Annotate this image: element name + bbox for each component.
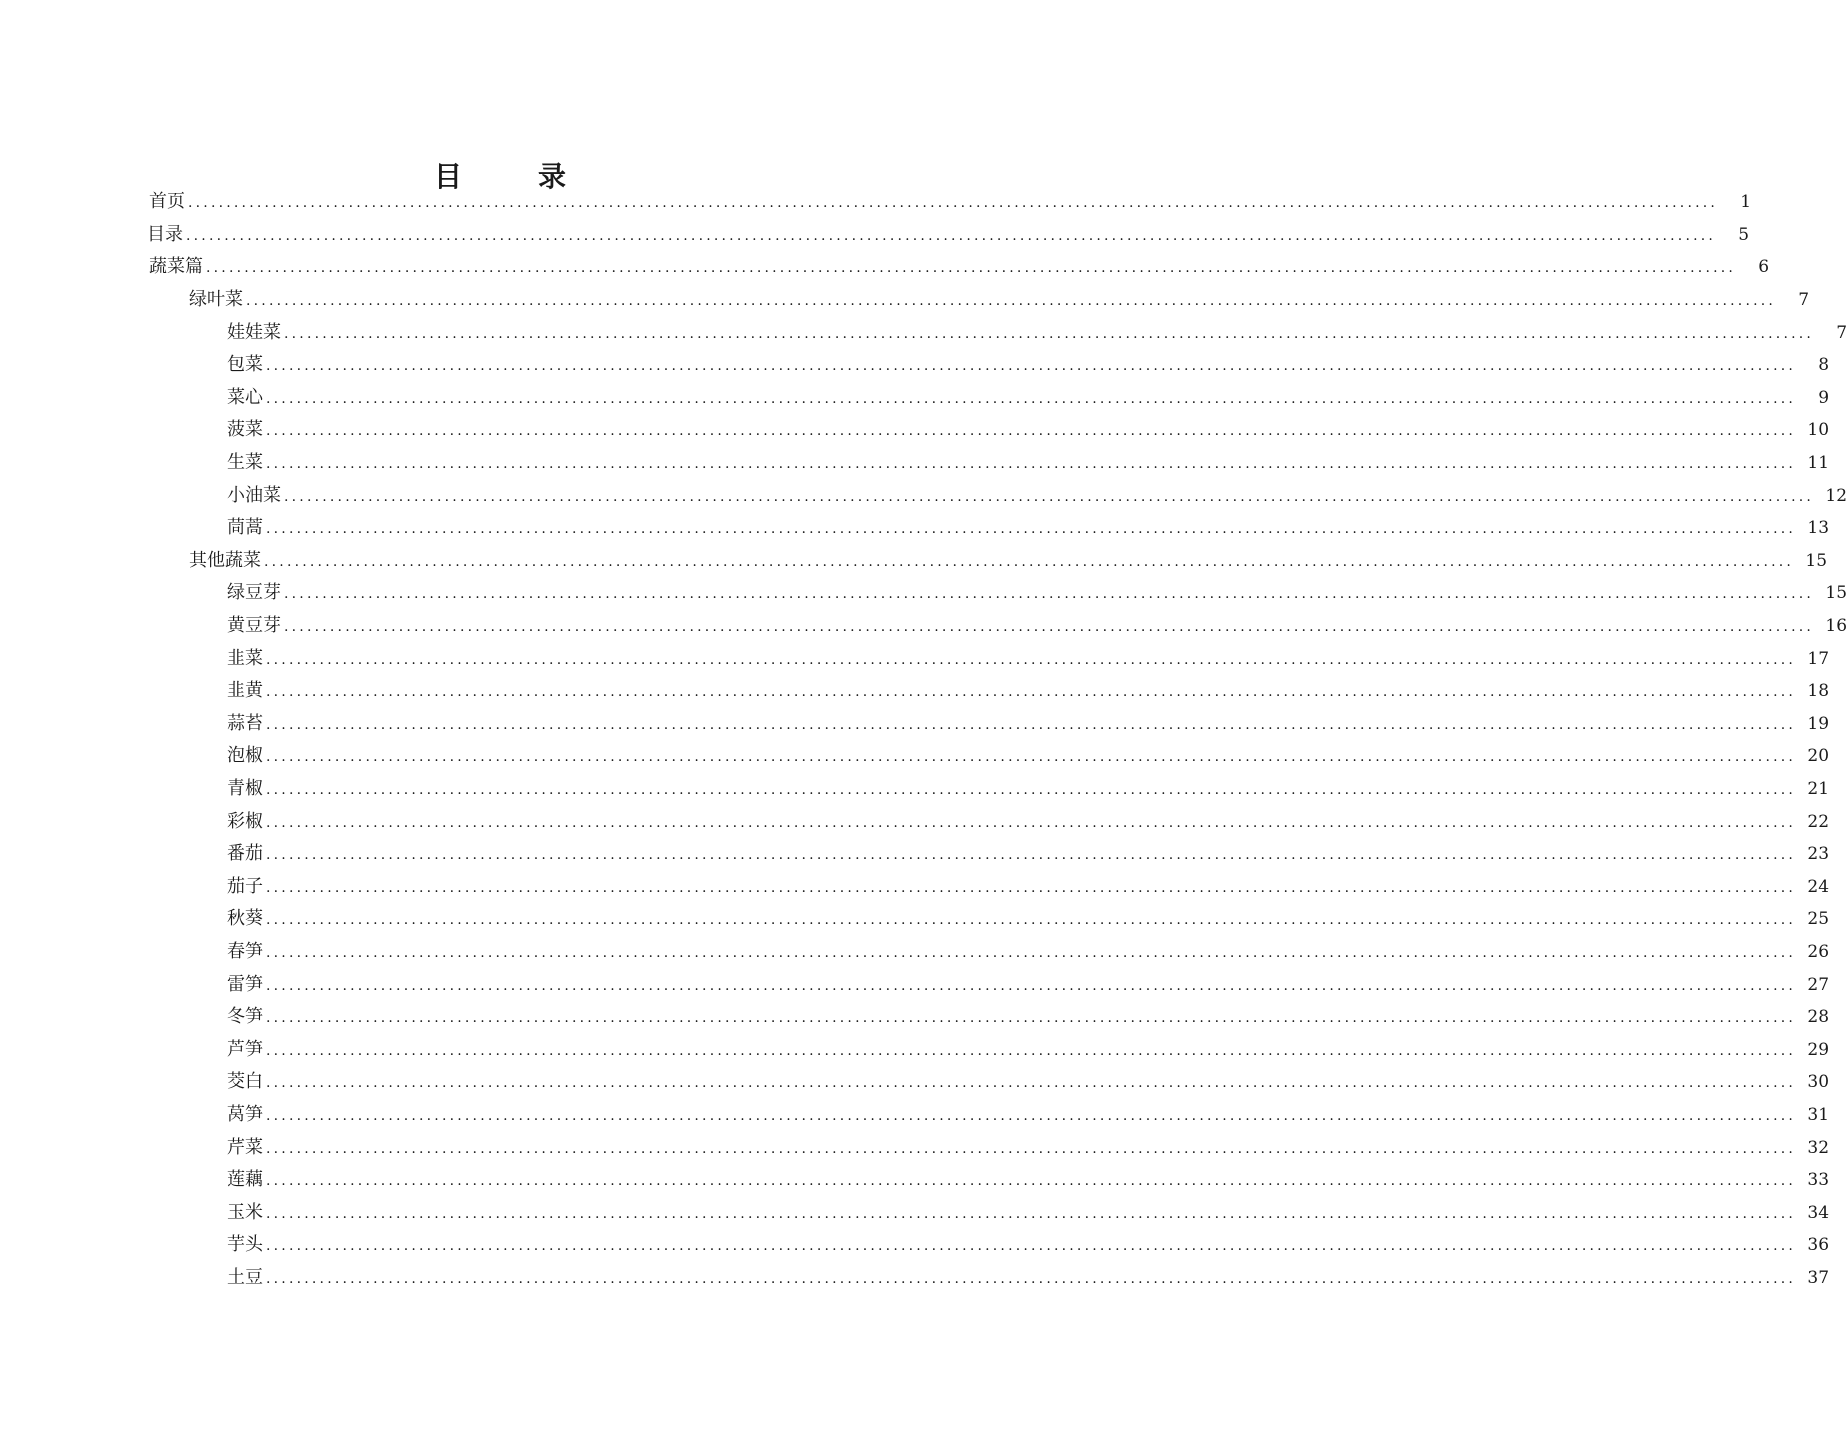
toc-entry-label: 目录 [147,223,183,245]
toc-entry-label: 雷笋 [227,973,263,995]
toc-entry[interactable] [0,903,1830,936]
toc-entry-label: 菠菜 [227,419,263,441]
toc-entry-label: 首页 [149,191,185,213]
toc-entry-page-number: 10 [1807,420,1830,441]
toc-entry[interactable] [0,773,1830,806]
toc-dot-leader: ........................................................................................................................................................................................................ [266,1205,1797,1222]
toc-entry[interactable] [0,1164,1830,1197]
toc-entry-page-number: 7 [1836,322,1847,343]
toc-entry[interactable] [0,1196,1830,1229]
toc-entry[interactable] [0,708,1830,741]
toc-entry-page-number: 6 [1758,257,1770,278]
toc-entry-page-number: 17 [1807,648,1830,669]
toc-entry-label: 韭菜 [227,647,263,669]
toc-entry[interactable] [0,1131,1830,1164]
toc-entry-page-number: 1 [1740,192,1752,213]
toc-entry-label: 冬笋 [227,1006,263,1028]
toc-entry[interactable] [0,870,1830,903]
page-title: 目 录 [433,159,590,193]
toc-entry[interactable] [0,545,1828,578]
toc-entry-page-number: 30 [1807,1072,1830,1093]
toc-entry[interactable] [0,414,1830,447]
toc-entry-label: 娃娃菜 [227,321,281,343]
toc-dot-leader: ........................................................................................................................................................................................................ [266,390,1797,407]
toc-dot-leader: ........................................................................................................................................................................................................ [266,781,1797,798]
toc-entry[interactable] [0,1001,1830,1034]
toc-dot-leader: ........................................................................................................................................................................................................ [284,488,1815,505]
toc-entry[interactable] [0,675,1830,708]
toc-dot-leader: ........................................................................................................................................................................................................ [206,260,1737,277]
toc-entry-label: 蒜苔 [227,712,263,734]
toc-dot-leader: ........................................................................................................................................................................................................ [266,814,1797,831]
toc-entry-label: 蔬菜篇 [149,256,203,278]
toc-entry[interactable] [0,936,1830,969]
toc-entry-page-number: 22 [1807,811,1830,832]
toc-dot-leader: ........................................................................................................................................................................................................ [266,1042,1797,1059]
toc-entry-page-number: 28 [1807,1007,1830,1028]
toc-entry-label: 芦笋 [227,1038,263,1060]
toc-dot-leader: ........................................................................................................................................................................................................ [284,325,1815,342]
toc-entry-page-number: 26 [1807,941,1830,962]
toc-entry-label: 黄豆芽 [227,615,281,637]
toc-entry-label: 小油菜 [227,484,281,506]
toc-entry[interactable] [0,349,1830,382]
toc-entry-page-number: 25 [1807,909,1830,930]
toc-entry-page-number: 15 [1825,583,1847,604]
toc-entry-label: 莲藕 [227,1169,263,1191]
toc-entry-label: 莴笋 [227,1103,263,1125]
toc-entry-label: 包菜 [227,354,263,376]
toc-dot-leader: ........................................................................................................................................................................................................ [266,1270,1797,1287]
toc-dot-leader: ........................................................................................................................................................................................................ [266,684,1797,701]
toc-dot-leader: ........................................................................................................................................................................................................ [266,1107,1797,1124]
toc-entry-label: 茼蒿 [227,517,263,539]
toc-entry-page-number: 37 [1807,1267,1830,1288]
toc-entry-label: 秋葵 [227,908,263,930]
toc-entry-page-number: 16 [1825,616,1847,637]
toc-entry[interactable] [0,512,1830,545]
toc-entry[interactable] [0,1099,1830,1132]
toc-entry-label: 芋头 [227,1234,263,1256]
toc-entry-page-number: 11 [1807,453,1830,474]
toc-entry[interactable] [0,610,1847,643]
toc-list [0,186,1847,1294]
toc-entry[interactable] [0,968,1830,1001]
toc-entry-page-number: 31 [1807,1104,1830,1125]
toc-entry-page-number: 8 [1818,355,1830,376]
toc-entry-page-number: 18 [1807,681,1830,702]
toc-dot-leader: ........................................................................................................................................................................................................ [186,227,1717,244]
toc-entry-label: 其他蔬菜 [189,549,261,571]
toc-dot-leader: ........................................................................................................................................................................................................ [246,293,1777,310]
toc-dot-leader: ........................................................................................................................................................................................................ [266,847,1797,864]
toc-entry-page-number: 21 [1807,778,1830,799]
toc-entry[interactable] [0,1033,1830,1066]
toc-entry-page-number: 9 [1818,387,1830,408]
toc-entry[interactable] [0,1066,1830,1099]
toc-entry-label: 绿豆芽 [227,582,281,604]
toc-entry[interactable] [0,316,1847,349]
toc-entry[interactable] [0,382,1830,415]
toc-dot-leader: ........................................................................................................................................................................................................ [266,944,1797,961]
toc-entry[interactable] [0,740,1830,773]
toc-entry-label: 茭白 [227,1071,263,1093]
toc-entry[interactable] [0,186,1752,219]
toc-entry[interactable] [0,838,1830,871]
toc-dot-leader: ........................................................................................................................................................................................................ [266,1173,1797,1190]
toc-entry-page-number: 33 [1807,1170,1830,1191]
toc-entry-label: 青椒 [227,777,263,799]
toc-entry[interactable] [0,251,1770,284]
toc-dot-leader: ........................................................................................................................................................................................................ [266,358,1797,375]
toc-entry-page-number: 29 [1807,1039,1830,1060]
toc-entry-label: 菜心 [227,386,263,408]
toc-entry-label: 绿叶菜 [189,289,243,311]
toc-entry[interactable] [0,479,1847,512]
toc-entry-page-number: 34 [1807,1202,1830,1223]
toc-entry[interactable] [0,1229,1830,1262]
toc-entry-label: 番茄 [227,843,263,865]
toc-dot-leader: ........................................................................................................................................................................................................ [284,619,1815,636]
toc-entry-page-number: 13 [1807,518,1830,539]
toc-entry[interactable] [0,577,1847,610]
toc-entry-label: 春笋 [227,940,263,962]
toc-dot-leader: ........................................................................................................................................................................................................ [266,521,1797,538]
toc-dot-leader: ........................................................................................................................................................................................................ [284,586,1815,603]
toc-entry-label: 土豆 [227,1266,263,1288]
toc-entry-page-number: 5 [1738,224,1750,245]
toc-dot-leader: ........................................................................................................................................................................................................ [266,1010,1797,1027]
toc-entry-label: 泡椒 [227,745,263,767]
toc-entry-label: 韭黄 [227,680,263,702]
toc-dot-leader: ........................................................................................................................................................................................................ [266,1140,1797,1157]
toc-entry-page-number: 27 [1807,974,1830,995]
toc-dot-leader: ........................................................................................................................................................................................................ [264,553,1795,570]
toc-entry-label: 茄子 [227,875,263,897]
toc-dot-leader: ........................................................................................................................................................................................................ [266,749,1797,766]
toc-entry-page-number: 15 [1805,550,1828,571]
toc-dot-leader: ........................................................................................................................................................................................................ [188,195,1719,212]
toc-dot-leader: ........................................................................................................................................................................................................ [266,1238,1797,1255]
toc-entry-label: 芹菜 [227,1136,263,1158]
toc-entry-label: 生菜 [227,452,263,474]
toc-entry-page-number: 19 [1807,713,1830,734]
toc-entry[interactable] [0,1262,1830,1295]
toc-entry-label: 玉米 [227,1201,263,1223]
toc-dot-leader: ........................................................................................................................................................................................................ [266,912,1797,929]
toc-entry-page-number: 7 [1798,290,1810,311]
toc-entry[interactable] [0,284,1810,317]
toc-dot-leader: ........................................................................................................................................................................................................ [266,651,1797,668]
toc-entry[interactable] [0,642,1830,675]
toc-dot-leader: ........................................................................................................................................................................................................ [266,716,1797,733]
toc-entry[interactable] [0,805,1830,838]
toc-entry-page-number: 12 [1825,485,1847,506]
toc-entry-page-number: 24 [1807,876,1830,897]
toc-entry[interactable] [0,447,1830,480]
toc-dot-leader: ........................................................................................................................................................................................................ [266,456,1797,473]
toc-entry-label: 彩椒 [227,810,263,832]
toc-entry-page-number: 36 [1807,1235,1830,1256]
toc-dot-leader: ........................................................................................................................................................................................................ [266,879,1797,896]
toc-entry-page-number: 32 [1807,1137,1830,1158]
toc-dot-leader: ........................................................................................................................................................................................................ [266,977,1797,994]
toc-dot-leader: ........................................................................................................................................................................................................ [266,1075,1797,1092]
toc-entry[interactable] [0,219,1750,252]
toc-entry-page-number: 20 [1807,746,1830,767]
toc-dot-leader: ........................................................................................................................................................................................................ [266,423,1797,440]
toc-entry-page-number: 23 [1807,844,1830,865]
